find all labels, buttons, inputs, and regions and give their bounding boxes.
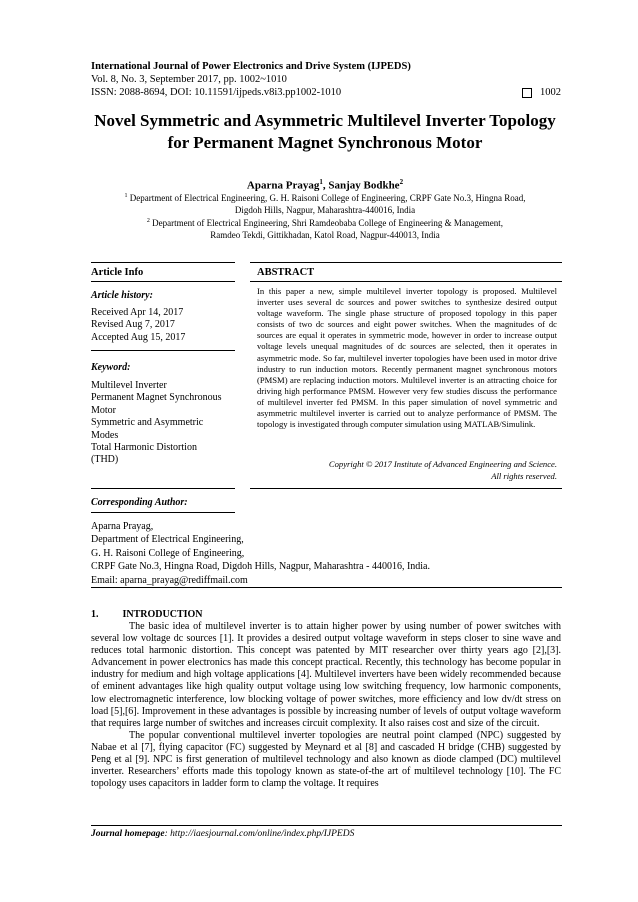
section-title: INTRODUCTION [122,609,203,620]
introduction-body [91,621,561,790]
corresponding-bottom-rule [91,587,562,588]
author-list [60,178,590,192]
abstract-text: In this paper a new, simple multilevel inverter topology is proposed. Multilevel inverter uses several dc sources and power switches to synthesize desired output voltage waveform. The single phase structure of proposed topology in this paper consists of two dc sources and eight power switches. When the magnitudes of dc sources are equal it operates in symmetric mode, however in order to increase output voltage levels unequal magnitudes of dc sources are selected, then it operates in asymmetric mode. So far, multilevel inverter topologies have been used in motor drive industry to run induction motors. Recently permanent magnet synchronous motors (PMSM) are replacing induction motors. Multilevel inverter is an attracting choice for driving high performance PMSM. However very few studies discuss the performance of multilevel inverter fed PMSM. In this paper simulation of novel symmetric and asymmetric multilevel inverter is carried out to analyze performance of PMSM. The topology is investigated through computer simulation using MATLAB/Simulink. [257,286,557,430]
keyword-item: Total Harmonic Distortion [91,442,197,454]
article-history-heading: Article history: [91,290,153,301]
revised-date: Revised Aug 7, 2017 [91,319,175,331]
issn-doi: ISSN: 2088-8694, DOI: 10.11591/ijpeds.v8i3.pp1002-1010 [91,87,342,98]
journal-footer [91,829,354,839]
intro-paragraph-2: The popular conventional multilevel inverter topologies are neutral point clamped (NPC) suggested by Nabae et al [7], flying capacitor (FC) suggested by Meynard et al [8] and cascaded H bridge (CHB) suggested by Peng et al [9]. NPC is first generation of multilevel technology and also known as diode clamped (DC) multilevel inverter. Researchers’ efforts made this topology known as state-of-the art of multilevel technology [10]. The FC topology uses capacitors in ladder form to clamp the voltage. It requires [91,729,561,790]
accepted-date: Accepted Aug 15, 2017 [91,331,186,343]
keyword-list [91,380,222,467]
corresponding-heading: Corresponding Author: [91,497,188,508]
affil-2-line-1: Department of Electrical Engineering, Shri Ramdeobaba College of Engineering & Management, [149,218,504,228]
article-info-mid-rule [91,281,235,282]
affil-2-sup: 2 [146,218,150,224]
paper-title [60,110,590,154]
title-line-2: for Permanent Magnet Synchronous Motor [167,133,483,152]
journal-title: International Journal of Power Electronics and Drive System (IJPEDS) [91,61,411,72]
keyword-item: Multilevel Inverter [91,380,167,391]
square-icon [522,88,532,98]
corr-college: G. H. Raisoni College of Engineering, [91,547,245,559]
author-1-sup: 1 [319,178,323,186]
section-heading [91,609,203,620]
affiliations [60,191,590,241]
article-info-heading: Article Info [91,267,144,278]
copyright-notice [257,459,557,482]
history-divider [91,350,235,351]
corr-dept: Department of Electrical Engineering, [91,534,244,546]
corresponding-author [91,520,571,587]
corresponding-rule [91,512,235,513]
footer-rule [91,825,562,826]
copyright-line-2: All rights reserved. [491,470,557,481]
journal-header [91,60,561,99]
title-line-1: Novel Symmetric and Asymmetric Multilevel Inverter Topology [94,111,556,130]
received-date: Received Apr 14, 2017 [91,307,184,318]
keyword-item: Permanent Magnet Synchronous [91,392,222,404]
corr-name: Aparna Prayag, [91,521,154,532]
copyright-line-1: Copyright © 2017 Institute of Advanced Engineering and Science. [328,459,557,469]
article-history [91,307,185,344]
keyword-item: (THD) [91,454,119,466]
article-info-top-rule [91,262,235,263]
affil-2-line-2: Ramdeo Tekdi, Gittikhadan, Katol Road, Nagpur-440013, India [210,229,440,240]
abstract-heading: ABSTRACT [257,267,315,278]
section-number: 1. [91,609,99,620]
author-separator: , [322,179,329,192]
author-2: Sanjay Bodkhe [328,179,400,192]
author-1: Aparna Prayag [246,179,320,192]
corr-address: CRPF Gate No.3, Hingna Road, Digdoh Hills, Nagpur, Maharashtra - 440016, India. [91,561,430,573]
abstract-top-rule [250,262,562,263]
abstract-bottom-rule [250,488,562,489]
keyword-item: Motor [91,404,116,416]
corr-email: Email: aparna_prayag@rediffmail.com [91,574,248,586]
keyword-heading: Keyword: [91,362,131,373]
volume-info: Vol. 8, No. 3, September 2017, pp. 1002~1010 [91,74,287,85]
affil-1-sup: 1 [124,193,128,199]
abstract-mid-rule [250,281,562,282]
intro-paragraph-1: The basic idea of multilevel inverter is to attain higher power by using number of power switches with several low voltage dc sources [1]. It provides a desired output voltage waveform in steps closer to sine wave and reduces total harmonic distortion. This concept was patented by MIT researcher over thirty years ago [2],[3]. Advancement in power electronics has made this concept practical. Recently, this technology has become popular in industry for medium and high voltage applications [4]. Multilevel inverters have been widely recommended because of eminent advantages like high quality output voltage using low switching frequency, low harmonic components, low electromagnetic interference, low blocking voltage of power switches, more efficiency and low dv/dt stress on load [5],[6]. Improvement in these advantages is possible by increasing number of levels of output voltage waveform that requires large number of switches and increases circuit complexity. It also raises cost and size of the circuit. [91,621,561,729]
keyword-item: Symmetric and Asymmetric [91,417,204,429]
page-number: 1002 [540,87,561,98]
footer-label: Journal homepage [91,829,165,839]
author-2-sup: 2 [399,178,404,186]
footer-url: : http://iaesjournal.com/online/index.php/IJPEDS [164,829,355,839]
keyword-item: Modes [91,429,119,441]
affil-1-line-2: Digdoh Hills, Nagpur, Maharashtra-440016, India [234,204,416,215]
affil-1-line-1: Department of Electrical Engineering, G. H. Raisoni College of Engineering, CRPF Gate No.3, Hingna Road, [127,193,526,203]
article-info-bottom-rule [91,488,235,489]
